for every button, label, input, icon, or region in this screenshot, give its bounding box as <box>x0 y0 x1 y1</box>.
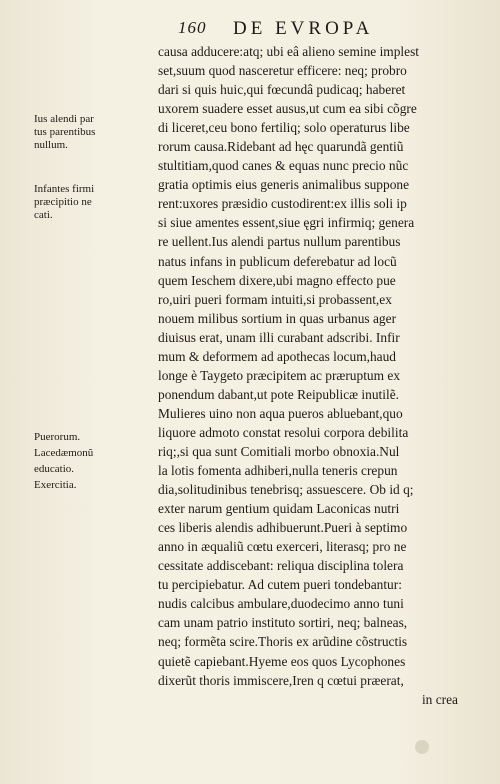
text-line: natus infans in publicum deferebatur ad locũ <box>158 253 397 269</box>
margin-note-exercitia <box>34 479 154 492</box>
text-line: neq; formẽta scire.Thoris ex arũdine cõstructis <box>158 634 408 650</box>
main-text-block <box>158 42 488 709</box>
page-number: 160 <box>178 18 207 37</box>
margin-note-infantes <box>34 183 154 222</box>
text-line: set,suum quod nasceretur efficere: neq; probro <box>158 63 407 79</box>
text-line: cam unam patrio instituto sortiri, neq; balneas, <box>158 615 408 631</box>
text-line: causa adducere:atq; ubi eâ alieno semine implest <box>158 44 420 59</box>
margin-note-ius-alendi <box>34 113 154 152</box>
text-line: quem Ieschem dixere,ubi magno effecto pue <box>158 272 396 288</box>
text-line: ponendum dabant,ut pote Reipublicæ inutilẽ. <box>158 386 399 402</box>
text-line: quietẽ capiebant.Hyeme eos quos Lycophones <box>158 653 406 669</box>
text-line: anno in æqualiũ cœtu exerceri, literasq; pro ne <box>158 539 407 555</box>
text-line: cessitate addiscebant: reliqua disciplina tolera <box>158 558 404 574</box>
text-line: exter narum gentium quidam Laconicas nutri <box>158 501 400 517</box>
text-line: si siue amentes essent,siue ęgri infirmiq; genera <box>158 215 415 231</box>
text-line: rent:uxores præsidio custodirent:ex illis soli ip <box>158 196 407 212</box>
margin-note-line: Exercitia. <box>34 479 77 491</box>
text-line: liquore admoto constat resolui corpora debilita <box>158 424 409 440</box>
text-line: longe è Taygeto præcipitem ac præruptum ex <box>158 367 401 383</box>
text-line: re uellent.Ius alendi partus nullum parentibus <box>158 234 401 250</box>
margin-note-line: cati. <box>34 209 53 221</box>
text-line: nouem milibus sortium in quas urbanus ager <box>158 310 397 326</box>
text-line: dia,solitudinibus tenebrisq; assuescere. Ob id q; <box>158 482 414 498</box>
page-header <box>0 18 500 40</box>
margin-note-line: Infantes firmi <box>34 183 95 195</box>
text-line: diuisus erat, unam illi curabant adscribi. Infir <box>158 329 400 345</box>
text-line: stultitiam,quod canes & equas nunc precio nũc <box>158 158 409 174</box>
text-line: Mulieres uino non aqua pueros abluebant,quo <box>158 405 403 421</box>
text-line: nudis calcibus ambulare,duodecimo anno tuni <box>158 596 404 612</box>
catchword: in crea <box>421 691 458 707</box>
text-line: dari si quis huic,qui fœcundâ pudicaq; haberet <box>158 82 406 98</box>
margin-note-line: præcipitio ne <box>34 196 92 208</box>
text-line: uxorem suadere esset ausus,ut cum ea sibi cõgre <box>158 101 417 117</box>
ink-smudge <box>415 740 429 754</box>
text-line: dixerũt thoris immiscere,Iren q cœtui præerat, <box>158 672 404 688</box>
text-line: la lotis fomenta adhiberi,nulla teneris crepun <box>158 463 398 479</box>
margin-note-lacedaemonum <box>34 447 154 460</box>
text-line: mum & deformem ad apothecas locum,haud <box>158 348 396 364</box>
text-line: di liceret,ceu bono fertiliq; solo operaturus libe <box>158 120 410 136</box>
margin-note-line: tus parentibus <box>34 126 96 138</box>
margin-note-line: Lacedæmonũ <box>34 447 94 459</box>
text-line: ro,uiri pueri formam intuiti,si probassent,ex <box>158 291 392 307</box>
text-line: tu percipiebatur. Ad cutem pueri tondebantur: <box>158 577 402 593</box>
margin-note-line: nullum. <box>34 139 68 151</box>
margin-note-educatio <box>34 463 154 476</box>
text-line: rorum causa.Ridebant ad hęc quarundã gentiũ <box>158 139 404 155</box>
margin-note-line: educatio. <box>34 463 75 475</box>
margin-note-puerorum <box>34 431 154 444</box>
running-head: DE EVROPA <box>233 18 374 39</box>
margin-note-line: Puerorum. <box>34 431 81 443</box>
text-line: ces liberis alendis adhibuerunt.Pueri à septimo <box>158 520 408 536</box>
text-line: riq;,si qua sunt Comitiali morbo obnoxia.Nul <box>158 443 400 459</box>
margin-note-line: Ius alendi par <box>34 113 94 125</box>
text-line: gratia optimis eius generis animalibus suppone <box>158 177 410 193</box>
